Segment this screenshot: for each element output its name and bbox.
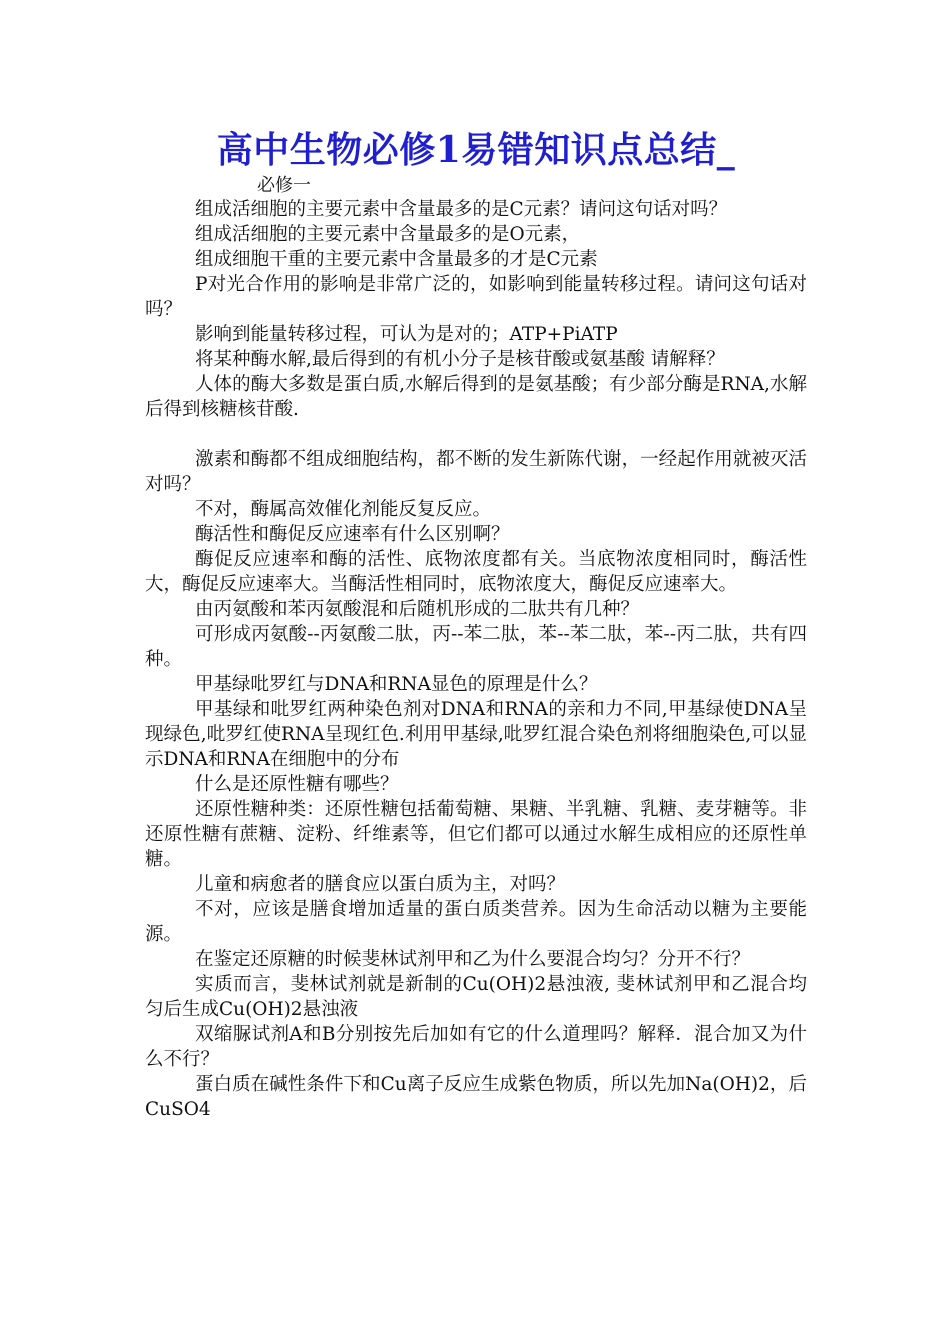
paragraph: 在鉴定还原糖的时候斐林试剂甲和乙为什么要混合均匀？分开不行？ [195, 949, 751, 970]
paragraph: 酶活性和酶促反应速率有什么区别啊？ [195, 524, 510, 545]
document-page [145, 0, 807, 1122]
paragraph: 实质而言，斐林试剂就是新制的Cu(OH)2悬浊液, 斐林试剂甲和乙混合均匀后生成Cu(OH)2悬浊液 [145, 974, 807, 1020]
paragraph: 甲基绿和吡罗红两种染色剂对DNA和RNA的亲和力不同,甲基绿使DNA呈现绿色,吡罗红使RNA呈现红色.利用甲基绿,吡罗红混合染色剂将细胞染色,可以显示DNA和RNA在细胞中的分布 [145, 699, 807, 770]
paragraph: 由丙氨酸和苯丙氨酸混和后随机形成的二肽共有几种？ [195, 599, 640, 620]
document-subtitle: 必修一 [257, 175, 311, 196]
blank-line [145, 422, 807, 447]
paragraph: 不对，酶属高效催化剂能反复反应。 [195, 499, 492, 520]
paragraph: 组成活细胞的主要元素中含量最多的是O元素， [195, 224, 581, 245]
paragraph: 什么是还原性糖有哪些？ [195, 774, 399, 795]
paragraph: 甲基绿吡罗红与DNA和RNA显色的原理是什么？ [195, 674, 598, 695]
paragraph: 激素和酶都不组成细胞结构，都不断的发生新陈代谢，一经起作用就被灭活 对吗？ [145, 449, 807, 495]
paragraph: 还原性糖种类：还原性糖包括葡萄糖、果糖、半乳糖、乳糖、麦芽糖等。非还原性糖有蔗糖、淀粉、纤维素等，但它们都可以通过水解生成相应的还原性单糖。 [145, 799, 807, 870]
paragraph: 将某种酶水解,最后得到的有机小分子是核苷酸或氨基酸 请解释？ [195, 349, 725, 370]
paragraph: 组成细胞干重的主要元素中含量最多的才是C元素 [195, 249, 598, 270]
paragraph: 组成活细胞的主要元素中含量最多的是C元素？请问这句话对吗？ [195, 199, 728, 220]
paragraph: 人体的酶大多数是蛋白质,水解后得到的是氨基酸；有少部分酶是RNA,水解后得到核糖核苷酸. [145, 374, 807, 420]
paragraph: 不对，应该是膳食增加适量的蛋白质类营养。因为生命活动以糖为主要能源。 [145, 899, 807, 945]
paragraph: P对光合作用的影响是非常广泛的，如影响到能量转移过程。请问这句话对吗？ [145, 274, 807, 320]
paragraph: 可形成丙氨酸--丙氨酸二肽，丙--苯二肽，苯--苯二肽，苯--丙二肽，共有四种。 [145, 624, 807, 670]
paragraph: 影响到能量转移过程，可认为是对的；ATP+PiATP [195, 324, 618, 345]
paragraph: 蛋白质在碱性条件下和Cu离子反应生成紫色物质，所以先加Na(OH)2，后CuSO4 [145, 1074, 807, 1120]
paragraph: 儿童和病愈者的膳食应以蛋白质为主，对吗？ [195, 874, 566, 895]
paragraph: 酶促反应速率和酶的活性、底物浓度都有关。当底物浓度相同时，酶活性大，酶促反应速率大。当酶活性相同时，底物浓度大，酶促反应速率大。 [145, 549, 807, 595]
paragraph: 双缩脲试剂A和B分别按先后加如有它的什么道理吗？解释．混合加又为什么不行？ [145, 1024, 807, 1070]
document-title: 高中生物必修1易错知识点总结_ [216, 129, 736, 171]
